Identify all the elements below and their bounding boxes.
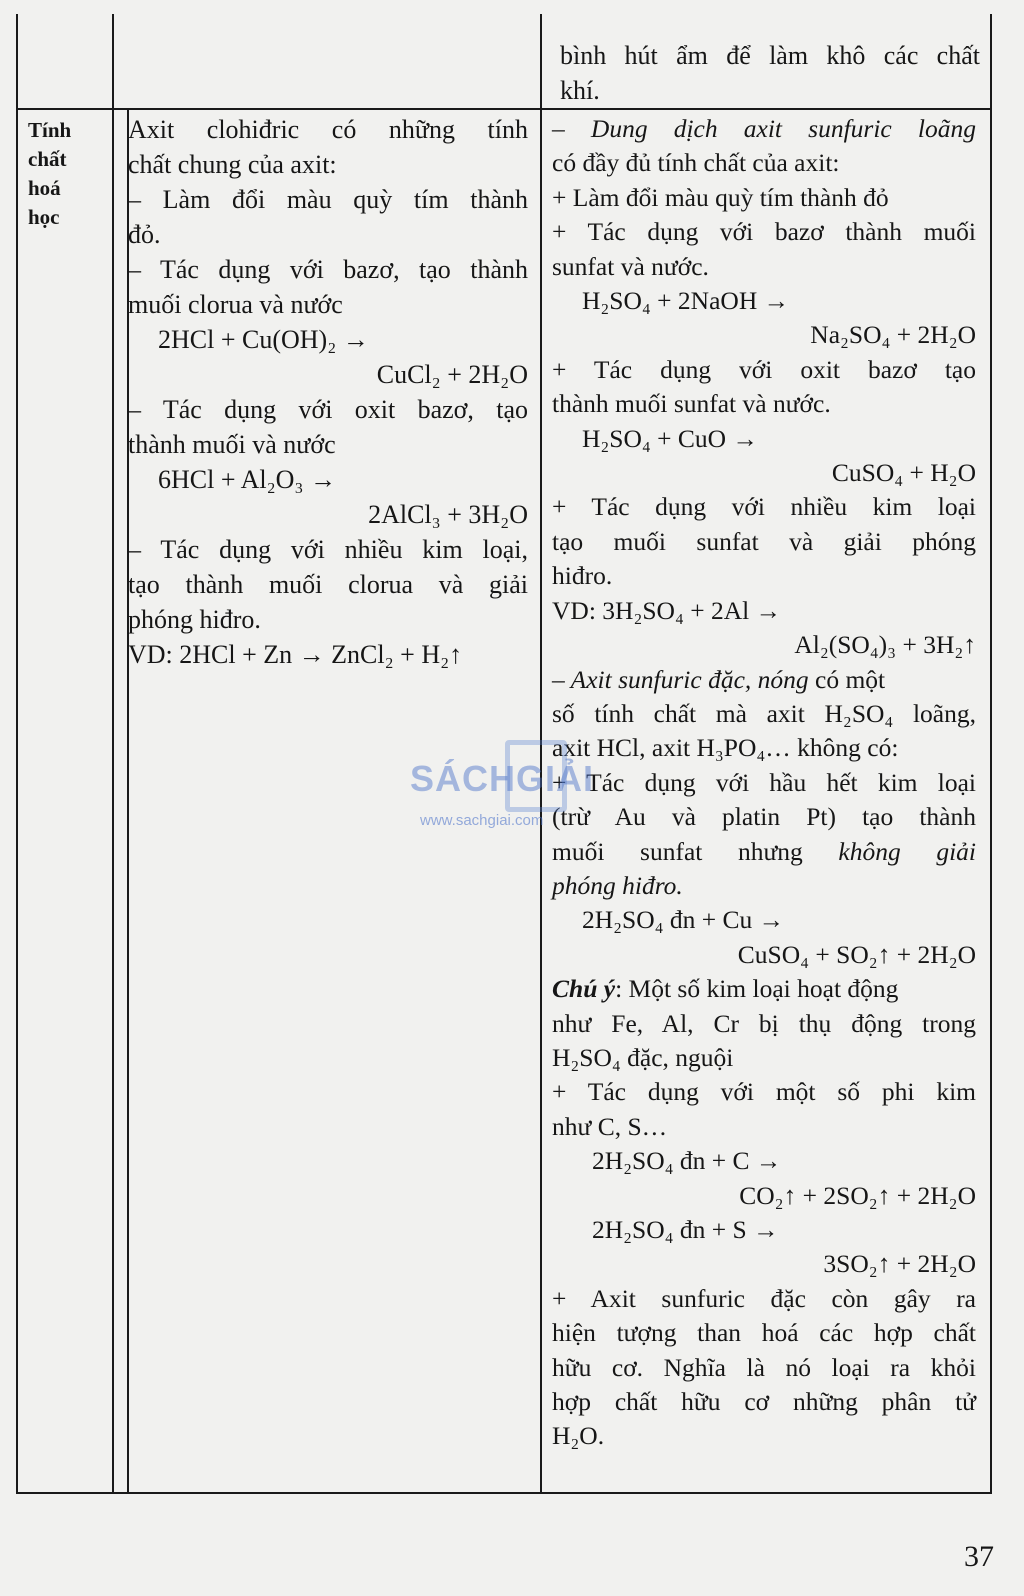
text-line: + Làm đổi màu quỳ tím thành đỏ [552, 182, 889, 212]
text-line: như Fe, Al, Cr bị thụ động trong [552, 1008, 976, 1038]
text-line: Axit clohiđric có những tính [128, 115, 528, 144]
text-line: hiện tượng than hoá các hợp chất [552, 1318, 976, 1348]
text-line: bình hút ẩm để làm khô các chất [560, 41, 980, 70]
text-line: + Axit sunfuric đặc còn gây ra [552, 1283, 976, 1313]
equation-line: 2AlCl₃ + 3H₂O [368, 500, 528, 529]
h2so4-properties [552, 112, 976, 1454]
text-line: có đầy đủ tính chất của axit: [552, 148, 840, 178]
equation-line: 2H₂SO₄ đn + S → [592, 1215, 779, 1244]
text-line: thành muối và nước [128, 430, 336, 459]
heading-rest: có một [808, 664, 886, 694]
equation-line: CO₂↑ + 2SO₂↑ + 2H₂O [739, 1180, 976, 1210]
row-label-line: Tính [28, 118, 72, 142]
text-italic: không giải [838, 836, 976, 866]
note-label: Chú ý [552, 974, 616, 1004]
equation-line: 2H₂SO₄ đn + Cu → [582, 905, 785, 935]
heading-line [552, 663, 976, 697]
equation-line: VD: 2HCl + Zn → ZnCl₂ + H₂↑ [128, 640, 463, 669]
table-row-divider [16, 108, 992, 110]
row-label-line: học [28, 205, 60, 229]
hcl-properties [128, 112, 528, 672]
equation-line: Al₂(SO₄)₃ + 3H₂↑ [794, 630, 976, 660]
equation-line: CuCl₂ + 2H₂O [376, 360, 528, 389]
table-border-bottom [16, 1492, 992, 1494]
note-line [552, 972, 976, 1006]
text-line: + Tác dụng với oxit bazơ tạo [552, 354, 976, 384]
text-line: axit HCl, axit H₃PO₄… không có: [552, 733, 899, 763]
equation-line: 2HCl + Cu(OH)₂ → [158, 325, 369, 354]
table-divider-3 [540, 14, 542, 1494]
text-line: phóng hiđro. [552, 870, 683, 900]
text-line [552, 835, 976, 869]
text-line: + Tác dụng với bazơ thành muối [552, 217, 976, 247]
text-line: + Tác dụng với một số phi kim [552, 1077, 976, 1107]
row-label-line: chất [28, 147, 67, 171]
equation-line: VD: 3H₂SO₄ + 2Al → [552, 595, 782, 625]
equation-line: CuSO₄ + SO₂↑ + 2H₂O [737, 939, 976, 969]
text-line: hiđro. [552, 561, 613, 591]
text-line: chất chung của axit: [128, 150, 337, 179]
watermark-url: www.sachgiai.com [420, 812, 544, 829]
equation-line: CuSO₄ + H₂O [831, 458, 976, 488]
row-label-line: hoá [28, 176, 61, 200]
text-line: khí. [560, 76, 600, 105]
equation-line: 2H₂SO₄ đn + C → [592, 1146, 782, 1176]
heading-line: – Dung dịch axit sunfuric loãng [552, 114, 976, 143]
text-line: tạo thành muối clorua và giải [128, 570, 528, 599]
equation-line: 3SO₂↑ + 2H₂O [823, 1249, 976, 1279]
table-border-left [16, 14, 18, 1494]
text-line: – Làm đổi màu quỳ tím thành [128, 185, 528, 214]
text-line: muối clorua và nước [128, 290, 343, 319]
text-line: sunfat và nước. [552, 251, 709, 281]
table-divider-1 [112, 14, 114, 1494]
text-line: như C, S… [552, 1111, 668, 1141]
text-line: – Tác dụng với oxit bazơ, tạo [128, 395, 528, 424]
text-line: H₂O. [552, 1421, 605, 1451]
row-label [28, 116, 108, 232]
note-rest: : Một số kim loại hoạt động [615, 974, 899, 1004]
text-line: phóng hiđro. [128, 605, 261, 634]
equation-line: H₂SO₄ + CuO → [582, 423, 758, 453]
text-line: thành muối sunfat và nước. [552, 389, 831, 419]
text-line: – Tác dụng với bazơ, tạo thành [128, 255, 528, 284]
text-line: đỏ. [128, 220, 161, 249]
watermark-text: SÁCHGIẢI [410, 758, 595, 799]
top-row-text [560, 38, 980, 108]
heading-italic: – Axit sunfuric đặc, nóng [552, 664, 809, 694]
equation-line: 6HCl + Al₂O₃ → [158, 465, 336, 494]
text-line: hữu cơ. Nghĩa là nó loại ra khỏi [552, 1352, 976, 1382]
text-line: hợp chất hữu cơ những phân tử [552, 1387, 976, 1417]
text-plain: muối sunfat nhưng [552, 836, 839, 866]
text-line: + Tác dụng với hầu hết kim loại [552, 767, 976, 797]
page-number: 37 [964, 1540, 994, 1573]
text-line: H₂SO₄ đặc, nguội [552, 1042, 734, 1072]
text-line: + Tác dụng với nhiều kim loại [552, 492, 976, 522]
text-line: tạo muối sunfat và giải phóng [552, 526, 976, 556]
equation-line: Na₂SO₄ + 2H₂O [810, 320, 976, 350]
text-line: (trừ Au và platin Pt) tạo thành [552, 802, 976, 832]
equation-line: H₂SO₄ + 2NaOH → [582, 286, 790, 316]
text-line: – Tác dụng với nhiều kim loại, [128, 535, 528, 564]
text-line: số tính chất mà axit H₂SO₄ loãng, [552, 698, 976, 728]
table-border-right [990, 14, 992, 1494]
